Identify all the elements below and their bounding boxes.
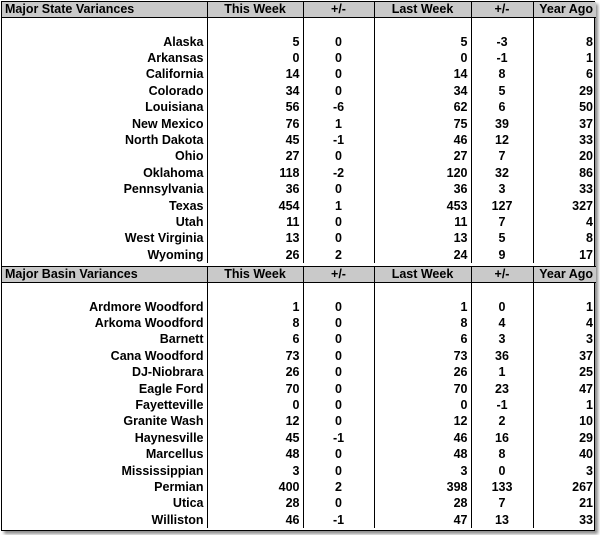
table-cell: 0 bbox=[303, 67, 374, 83]
table-cell: 0 bbox=[303, 231, 374, 247]
row-label: Alaska bbox=[2, 34, 207, 50]
table-cell: 0 bbox=[303, 381, 374, 397]
table-cell: 5 bbox=[471, 83, 533, 99]
table-row bbox=[2, 100, 596, 116]
basin-header-cell: Major Basin Variances bbox=[2, 267, 207, 283]
table-cell: 0 bbox=[303, 34, 374, 50]
table-cell: 1 bbox=[586, 398, 593, 413]
table-cell: 28 bbox=[374, 496, 471, 512]
table-cell: 0 bbox=[303, 397, 374, 413]
table-cell: 33 bbox=[579, 512, 593, 527]
table-cell: 2 bbox=[471, 414, 533, 430]
table-row bbox=[2, 165, 596, 181]
row-label: Haynesville bbox=[2, 430, 207, 446]
table-row bbox=[2, 463, 596, 479]
table-cell: 5 bbox=[207, 34, 303, 50]
table-cell: 73 bbox=[207, 348, 303, 364]
table-row bbox=[2, 198, 596, 214]
row-label: Williston bbox=[2, 512, 207, 528]
state-spacer-row bbox=[2, 18, 596, 35]
table-cell: 11 bbox=[207, 214, 303, 230]
table-cell: 36 bbox=[374, 182, 471, 198]
table-cell: 50 bbox=[579, 100, 593, 115]
table-row bbox=[2, 348, 596, 364]
table-cell: 9 bbox=[471, 247, 533, 263]
row-label: Granite Wash bbox=[2, 414, 207, 430]
table-row bbox=[2, 214, 596, 230]
table-cell: 267 bbox=[572, 479, 593, 494]
table-cell: 5 bbox=[471, 231, 533, 247]
row-label: Utah bbox=[2, 214, 207, 230]
table-cell: 2 bbox=[303, 479, 374, 495]
table-row bbox=[2, 479, 596, 495]
table-row bbox=[2, 381, 596, 397]
table-cell: 24 bbox=[374, 247, 471, 263]
state-header-cell: This Week bbox=[207, 2, 303, 18]
table-cell: 0 bbox=[303, 414, 374, 430]
table-cell: 5 bbox=[374, 34, 471, 50]
table-cell: 6 bbox=[586, 67, 593, 82]
row-label: DJ-Niobrara bbox=[2, 365, 207, 381]
table-cell: 16 bbox=[471, 430, 533, 446]
table-cell: 8 bbox=[207, 315, 303, 331]
table-cell: 0 bbox=[207, 50, 303, 66]
table-cell: 33 bbox=[579, 133, 593, 148]
table-cell: 13 bbox=[207, 231, 303, 247]
row-label: Wyoming bbox=[2, 247, 207, 263]
table-cell: 10 bbox=[579, 414, 593, 429]
table-cell: 8 bbox=[586, 34, 593, 49]
table-cell: 0 bbox=[374, 50, 471, 66]
table-row bbox=[2, 83, 596, 99]
row-label: Colorado bbox=[2, 83, 207, 99]
row-label: Louisiana bbox=[2, 100, 207, 116]
table-cell: 75 bbox=[374, 116, 471, 132]
table-cell: 8 bbox=[471, 447, 533, 463]
basin-variances-table bbox=[2, 266, 596, 528]
table-cell: 0 bbox=[303, 299, 374, 315]
basin-header-cell: This Week bbox=[207, 267, 303, 283]
row-label: Arkansas bbox=[2, 50, 207, 66]
table-cell: 36 bbox=[471, 348, 533, 364]
table-cell: -1 bbox=[303, 132, 374, 148]
state-table-body bbox=[2, 2, 596, 263]
table-cell: 11 bbox=[374, 214, 471, 230]
table-cell: 327 bbox=[572, 198, 593, 213]
table-cell: 398 bbox=[374, 479, 471, 495]
table-cell: 8 bbox=[374, 315, 471, 331]
table-cell: 1 bbox=[586, 299, 593, 314]
table-cell: 14 bbox=[374, 67, 471, 83]
row-label: Permian bbox=[2, 479, 207, 495]
table-cell: 48 bbox=[374, 447, 471, 463]
table-row bbox=[2, 34, 596, 50]
table-cell: 3 bbox=[471, 332, 533, 348]
basin-header-cell: +/- bbox=[303, 267, 374, 283]
table-cell: 0 bbox=[303, 348, 374, 364]
table-cell: 7 bbox=[471, 214, 533, 230]
basin-header-row bbox=[2, 267, 596, 283]
table-row bbox=[2, 182, 596, 198]
rig-count-variance-sheet bbox=[1, 1, 595, 531]
table-cell: 46 bbox=[374, 132, 471, 148]
table-row bbox=[2, 430, 596, 446]
table-row bbox=[2, 512, 596, 528]
table-cell: 454 bbox=[207, 198, 303, 214]
basin-header-cell: +/- bbox=[471, 267, 533, 283]
table-cell: 6 bbox=[207, 332, 303, 348]
table-cell: 32 bbox=[471, 165, 533, 181]
table-cell: 133 bbox=[471, 479, 533, 495]
table-cell: 6 bbox=[471, 100, 533, 116]
table-cell: 46 bbox=[374, 430, 471, 446]
table-cell: 8 bbox=[471, 67, 533, 83]
table-cell: 26 bbox=[207, 365, 303, 381]
table-cell: -1 bbox=[303, 430, 374, 446]
state-variances-table bbox=[2, 2, 596, 263]
table-cell: 47 bbox=[374, 512, 471, 528]
state-header-cell: +/- bbox=[471, 2, 533, 18]
table-cell: 37 bbox=[579, 348, 593, 363]
table-cell: 14 bbox=[207, 67, 303, 83]
table-row bbox=[2, 496, 596, 512]
table-cell: 34 bbox=[207, 83, 303, 99]
table-cell: 1 bbox=[303, 116, 374, 132]
table-cell: 0 bbox=[303, 496, 374, 512]
row-label: Utica bbox=[2, 496, 207, 512]
table-row bbox=[2, 247, 596, 263]
table-row bbox=[2, 414, 596, 430]
table-cell: 45 bbox=[207, 430, 303, 446]
table-cell: 4 bbox=[471, 315, 533, 331]
table-cell: 39 bbox=[471, 116, 533, 132]
row-label: Cana Woodford bbox=[2, 348, 207, 364]
table-row bbox=[2, 397, 596, 413]
table-row bbox=[2, 299, 596, 315]
basin-spacer-row bbox=[2, 283, 596, 300]
table-cell: 7 bbox=[471, 496, 533, 512]
table-cell: 33 bbox=[579, 182, 593, 197]
table-cell: 0 bbox=[303, 332, 374, 348]
table-cell: 0 bbox=[207, 397, 303, 413]
table-cell: 13 bbox=[374, 231, 471, 247]
row-label: Barnett bbox=[2, 332, 207, 348]
table-cell: 40 bbox=[579, 447, 593, 462]
table-cell: 70 bbox=[374, 381, 471, 397]
table-row bbox=[2, 447, 596, 463]
state-header-cell: Last Week bbox=[374, 2, 471, 18]
table-cell: 3 bbox=[586, 332, 593, 347]
table-cell: 127 bbox=[471, 198, 533, 214]
table-cell: 86 bbox=[579, 165, 593, 180]
table-cell: -2 bbox=[303, 165, 374, 181]
table-cell: 29 bbox=[579, 83, 593, 98]
row-label: North Dakota bbox=[2, 132, 207, 148]
table-cell: 27 bbox=[374, 149, 471, 165]
table-cell: 28 bbox=[207, 496, 303, 512]
table-cell: -1 bbox=[471, 50, 533, 66]
table-row bbox=[2, 365, 596, 381]
table-row bbox=[2, 67, 596, 83]
table-cell: 12 bbox=[207, 414, 303, 430]
row-label: Ardmore Woodford bbox=[2, 299, 207, 315]
table-row bbox=[2, 132, 596, 148]
state-header-cell: Year Ago bbox=[533, 2, 596, 18]
table-cell: 3 bbox=[374, 463, 471, 479]
table-cell: 17 bbox=[579, 247, 593, 262]
table-cell: 3 bbox=[471, 182, 533, 198]
table-cell: 26 bbox=[374, 365, 471, 381]
table-cell: 76 bbox=[207, 116, 303, 132]
row-label: New Mexico bbox=[2, 116, 207, 132]
table-cell: -3 bbox=[471, 34, 533, 50]
table-cell: 37 bbox=[579, 116, 593, 131]
table-cell: 70 bbox=[207, 381, 303, 397]
table-cell: 0 bbox=[303, 50, 374, 66]
table-cell: 0 bbox=[303, 315, 374, 331]
table-cell: 3 bbox=[207, 463, 303, 479]
row-label: California bbox=[2, 67, 207, 83]
row-label: Pennsylvania bbox=[2, 182, 207, 198]
row-label: Oklahoma bbox=[2, 165, 207, 181]
row-label: Mississippian bbox=[2, 463, 207, 479]
table-cell: 12 bbox=[471, 132, 533, 148]
table-cell: 25 bbox=[579, 365, 593, 380]
row-label: West Virginia bbox=[2, 231, 207, 247]
state-header-row bbox=[2, 2, 596, 18]
table-cell: 0 bbox=[303, 83, 374, 99]
table-cell: 45 bbox=[207, 132, 303, 148]
table-cell: 0 bbox=[303, 149, 374, 165]
table-cell: 6 bbox=[374, 332, 471, 348]
table-cell: 48 bbox=[207, 447, 303, 463]
table-cell: 2 bbox=[303, 247, 374, 263]
table-cell: 47 bbox=[579, 381, 593, 396]
table-cell: 1 bbox=[303, 198, 374, 214]
table-cell: 23 bbox=[471, 381, 533, 397]
table-cell: 4 bbox=[586, 214, 593, 229]
table-cell: 20 bbox=[579, 149, 593, 164]
table-cell: 36 bbox=[207, 182, 303, 198]
table-cell: -1 bbox=[471, 397, 533, 413]
table-cell: 0 bbox=[303, 214, 374, 230]
table-cell: 56 bbox=[207, 100, 303, 116]
state-header-cell: Major State Variances bbox=[2, 2, 207, 18]
table-cell: 12 bbox=[374, 414, 471, 430]
table-cell: 3 bbox=[586, 463, 593, 478]
table-cell: 0 bbox=[471, 299, 533, 315]
table-row bbox=[2, 116, 596, 132]
basin-header-cell: Year Ago bbox=[533, 267, 596, 283]
table-cell: 0 bbox=[303, 447, 374, 463]
row-label: Fayetteville bbox=[2, 397, 207, 413]
table-cell: 120 bbox=[374, 165, 471, 181]
table-cell: 46 bbox=[207, 512, 303, 528]
row-label: Eagle Ford bbox=[2, 381, 207, 397]
table-row bbox=[2, 231, 596, 247]
table-row bbox=[2, 332, 596, 348]
table-cell: 7 bbox=[471, 149, 533, 165]
table-cell: 73 bbox=[374, 348, 471, 364]
table-cell: 8 bbox=[586, 231, 593, 246]
table-cell: 34 bbox=[374, 83, 471, 99]
table-cell: 0 bbox=[303, 463, 374, 479]
table-cell: 1 bbox=[374, 299, 471, 315]
table-cell: 29 bbox=[579, 430, 593, 445]
table-cell: 1 bbox=[586, 51, 593, 66]
table-cell: 26 bbox=[207, 247, 303, 263]
table-cell: -6 bbox=[303, 100, 374, 116]
table-cell: 13 bbox=[471, 512, 533, 528]
table-cell: 27 bbox=[207, 149, 303, 165]
table-cell: 453 bbox=[374, 198, 471, 214]
state-header-cell: +/- bbox=[303, 2, 374, 18]
table-row bbox=[2, 50, 596, 66]
table-row bbox=[2, 315, 596, 331]
table-cell: 400 bbox=[207, 479, 303, 495]
table-cell: 0 bbox=[303, 365, 374, 381]
basin-table-body bbox=[2, 267, 596, 529]
table-cell: 4 bbox=[586, 316, 593, 331]
table-cell: 1 bbox=[207, 299, 303, 315]
table-cell: 0 bbox=[471, 463, 533, 479]
row-label: Arkoma Woodford bbox=[2, 315, 207, 331]
row-label: Marcellus bbox=[2, 447, 207, 463]
row-label: Texas bbox=[2, 198, 207, 214]
basin-header-cell: Last Week bbox=[374, 267, 471, 283]
table-row bbox=[2, 149, 596, 165]
table-cell: 62 bbox=[374, 100, 471, 116]
table-cell: 21 bbox=[579, 496, 593, 511]
table-cell: 0 bbox=[374, 397, 471, 413]
table-cell: 1 bbox=[471, 365, 533, 381]
table-cell: -1 bbox=[303, 512, 374, 528]
table-cell: 0 bbox=[303, 182, 374, 198]
row-label: Ohio bbox=[2, 149, 207, 165]
table-cell: 118 bbox=[207, 165, 303, 181]
